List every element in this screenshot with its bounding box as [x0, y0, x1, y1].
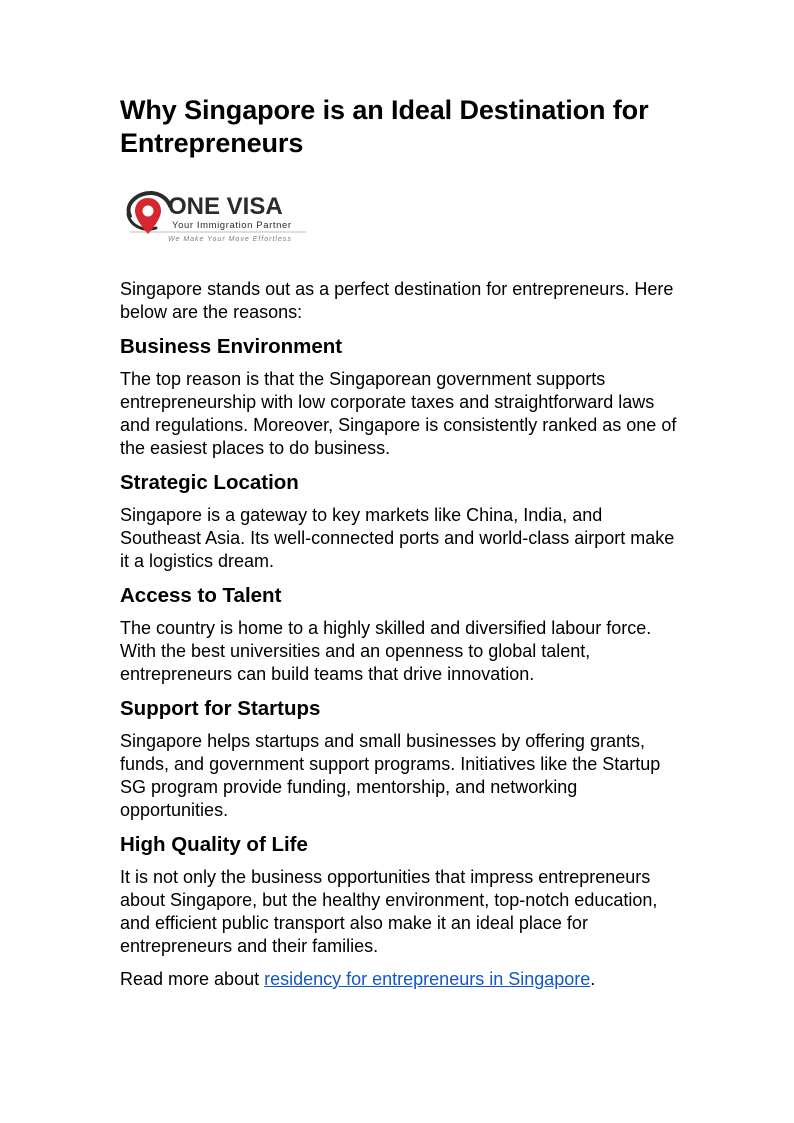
- one-visa-logo: [120, 184, 320, 254]
- section-strategic-location: [120, 470, 680, 573]
- read-more-paragraph: [120, 968, 680, 991]
- section-text: It is not only the business opportunities that impress entrepreneurs about Singapore, but the healthy environment, top-notch education, and efficient public transport also make it an ideal place for entrepreneurs and their families.: [120, 867, 658, 956]
- section-text: The country is home to a highly skilled and diversified labour force. With the best universities and an openness to global talent, entrepreneurs can build teams that drive innovation.: [120, 618, 652, 684]
- section-heading: High Quality of Life: [120, 833, 308, 856]
- section-heading: Strategic Location: [120, 471, 299, 494]
- section-heading: Access to Talent: [120, 584, 282, 607]
- section-high-quality-of-life: [120, 832, 680, 958]
- residency-link[interactable]: residency for entrepreneurs in Singapore: [264, 969, 591, 989]
- logo-tagline: Your Immigration Partner: [172, 220, 292, 231]
- document-page: [120, 94, 680, 991]
- page-title: Why Singapore is an Ideal Destination for Entrepreneurs: [120, 95, 649, 158]
- section-access-to-talent: [120, 583, 680, 686]
- section-text: Singapore is a gateway to key markets like China, India, and Southeast Asia. Its well-connected ports and world-class airport make it a logistics dream.: [120, 505, 675, 571]
- read-more-prefix: Read more about: [120, 969, 265, 989]
- read-more-suffix: .: [590, 969, 596, 989]
- section-heading: Business Environment: [120, 335, 343, 358]
- logo-name: ONE VISA: [168, 193, 283, 220]
- section-support-for-startups: [120, 696, 680, 822]
- section-business-environment: [120, 334, 680, 460]
- section-text: Singapore helps startups and small businesses by offering grants, funds, and government support programs. Initiatives like the Startup SG program provide funding, mentorship, and networking opportunities.: [120, 731, 661, 820]
- intro-paragraph: Singapore stands out as a perfect destination for entrepreneurs. Here below are the reasons:: [120, 279, 674, 322]
- logo-slogan: We Make Your Move Effortless: [168, 236, 292, 243]
- section-text: The top reason is that the Singaporean government supports entrepreneurship with low corporate taxes and straightforward laws and regulations. Moreover, Singapore is consistently ranked as one of the easiest places to do business.: [120, 369, 677, 458]
- section-heading: Support for Startups: [120, 697, 321, 720]
